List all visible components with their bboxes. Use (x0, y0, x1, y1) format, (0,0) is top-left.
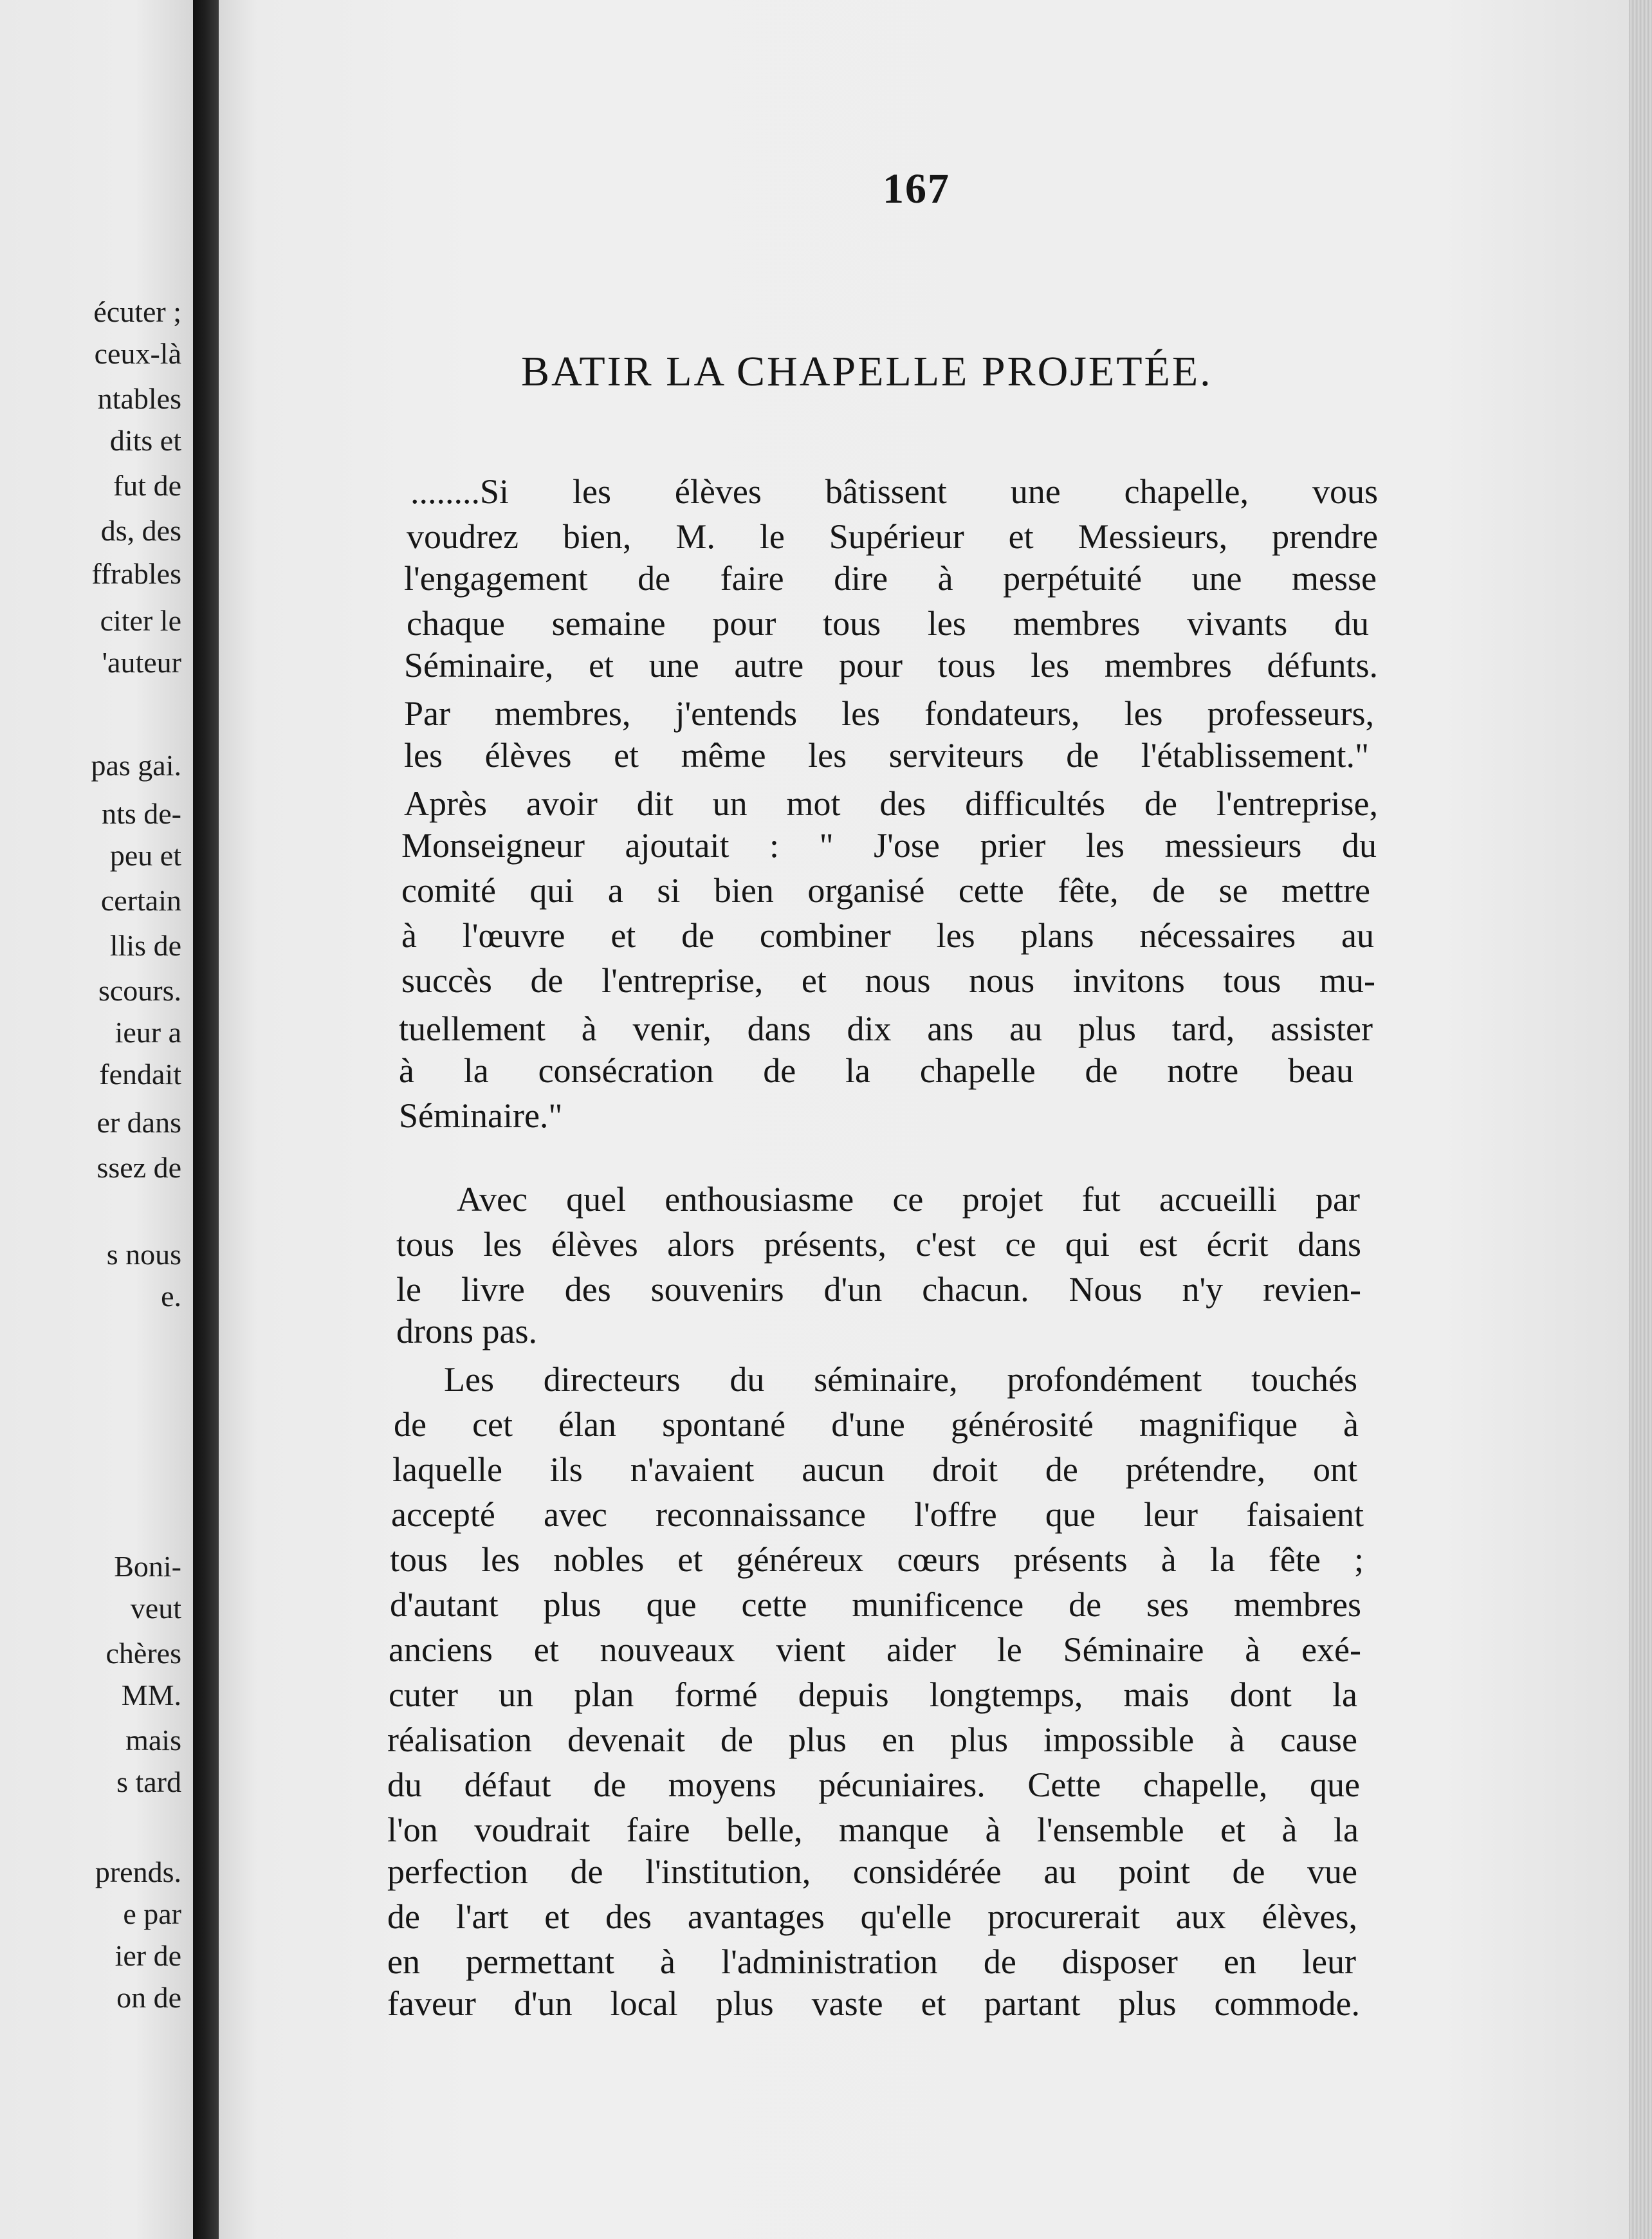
page-167 (219, 0, 1652, 2239)
body-text-line: tous les élèves alors présents, c'est ce qui est écrit dans (396, 1225, 1361, 1264)
body-text-line: Séminaire." (399, 1096, 563, 1135)
previous-page-line: certain (100, 884, 181, 917)
previous-page-line: scours. (98, 974, 181, 1007)
previous-page-line: prends. (95, 1856, 181, 1888)
previous-page-line: peu et (109, 839, 181, 872)
body-text-line: voudrez bien, M. le Supérieur et Messieurs, prendre (407, 517, 1378, 556)
previous-page-line: mais (125, 1724, 181, 1756)
previous-page-line: fut de (113, 469, 181, 502)
previous-page-line: ntables (97, 382, 181, 415)
previous-page-line: s tard (116, 1765, 181, 1798)
page-edge (1629, 0, 1652, 2239)
previous-page-line: ssez de (96, 1151, 181, 1184)
body-text-line: réalisation devenait de plus en plus impossible à cause (387, 1720, 1357, 1759)
previous-page-line: citer le (100, 604, 181, 637)
body-text-line: faveur d'un local plus vaste et partant plus commode. (387, 1984, 1360, 2023)
body-text-line: chaque semaine pour tous les membres vivants du (407, 604, 1369, 643)
previous-page-line: veut (130, 1592, 181, 1625)
body-text-line: l'engagement de faire dire à perpétuité une messe (404, 559, 1377, 598)
previous-page-line: ffrables (91, 557, 181, 590)
body-text-line: succès de l'entreprise, et nous nous invitons tous mu- (401, 961, 1375, 1000)
body-text-line: tous les nobles et généreux cœurs présents à la fête ; (390, 1540, 1364, 1579)
previous-page-line: MM. (121, 1679, 181, 1711)
previous-page-line: chères (106, 1637, 181, 1670)
previous-page-line: pas gai. (91, 749, 181, 782)
body-text-line: Avec quel enthousiasme ce projet fut accueilli par (457, 1180, 1360, 1219)
previous-page-line: ceux-là (94, 337, 181, 370)
previous-page-line: on de (116, 1981, 181, 2014)
body-text-line: cuter un plan formé depuis longtemps, mais dont la (389, 1675, 1357, 1714)
body-text-line: l'on voudrait faire belle, manque à l'ensemble et à la (387, 1811, 1359, 1849)
previous-page-line: ds, des (100, 514, 181, 547)
body-text-line: Après avoir dit un mot des difficultés de l'entreprise, (404, 784, 1378, 823)
previous-page-line: ier de (115, 1939, 181, 1972)
body-text-line: accepté avec reconnaissance l'offre que leur faisaient (391, 1495, 1364, 1534)
body-text-line: du défaut de moyens pécuniaires. Cette chapelle, que (387, 1765, 1360, 1804)
previous-page-fragment (0, 0, 193, 2239)
previous-page-line: llis de (109, 929, 181, 962)
body-text-line: drons pas. (396, 1312, 537, 1350)
body-text-line: le livre des souvenirs d'un chacun. Nous n'y revien- (396, 1270, 1361, 1309)
previous-page-line: écuter ; (93, 295, 181, 328)
body-text-line: d'autant plus que cette munificence de ses membres (390, 1585, 1361, 1624)
previous-page-line: er dans (96, 1106, 181, 1139)
body-text-line: laquelle ils n'avaient aucun droit de prétendre, ont (392, 1450, 1357, 1489)
body-text-line: les élèves et même les serviteurs de l'établissement." (404, 736, 1369, 775)
previous-page-line: nts de- (102, 797, 181, 830)
body-text-line: de cet élan spontané d'une générosité magnifique à (394, 1405, 1359, 1444)
body-text-line: perfection de l'institution, considérée au point de vue (387, 1852, 1357, 1891)
body-text-line: comité qui a si bien organisé cette fête, de se mettre (401, 871, 1370, 910)
previous-page-line: ieur a (115, 1016, 181, 1049)
body-text-line: de l'art et des avantages qu'elle procurerait aux élèves, (387, 1897, 1357, 1936)
body-text-line: Séminaire, et une autre pour tous les membres défunts. (404, 646, 1378, 685)
book-gutter (193, 0, 219, 2239)
body-text-line: en permettant à l'administration de disposer en leur (387, 1942, 1356, 1981)
previous-page-line: e par (123, 1897, 181, 1930)
body-text-line: à la consécration de la chapelle de notre beau (399, 1051, 1354, 1090)
chapter-title: BATIR LA CHAPELLE PROJETÉE. (521, 348, 1213, 395)
body-text-line: Par membres, j'entends les fondateurs, les professeurs, (404, 694, 1374, 733)
previous-page-line: e. (161, 1280, 181, 1313)
body-text-line: ........Si les élèves bâtissent une chapelle, vous (410, 472, 1378, 511)
body-text-line: à l'œuvre et de combiner les plans nécessaires au (401, 916, 1374, 955)
previous-page-line: fendait (99, 1058, 181, 1091)
previous-page-line: Boni- (114, 1550, 181, 1583)
body-text-line: tuellement à venir, dans dix ans au plus tard, assister (399, 1009, 1373, 1048)
previous-page-line: 'auteur (102, 646, 181, 679)
page-number: 167 (883, 165, 950, 212)
body-text-line: Les directeurs du séminaire, profondément touchés (444, 1360, 1357, 1399)
previous-page-line: dits et (109, 424, 181, 457)
body-text-line: Monseigneur ajoutait : " J'ose prier les messieurs du (401, 826, 1377, 865)
body-text-line: anciens et nouveaux vient aider le Séminaire à exé- (389, 1630, 1361, 1669)
previous-page-line: s nous (106, 1238, 181, 1271)
